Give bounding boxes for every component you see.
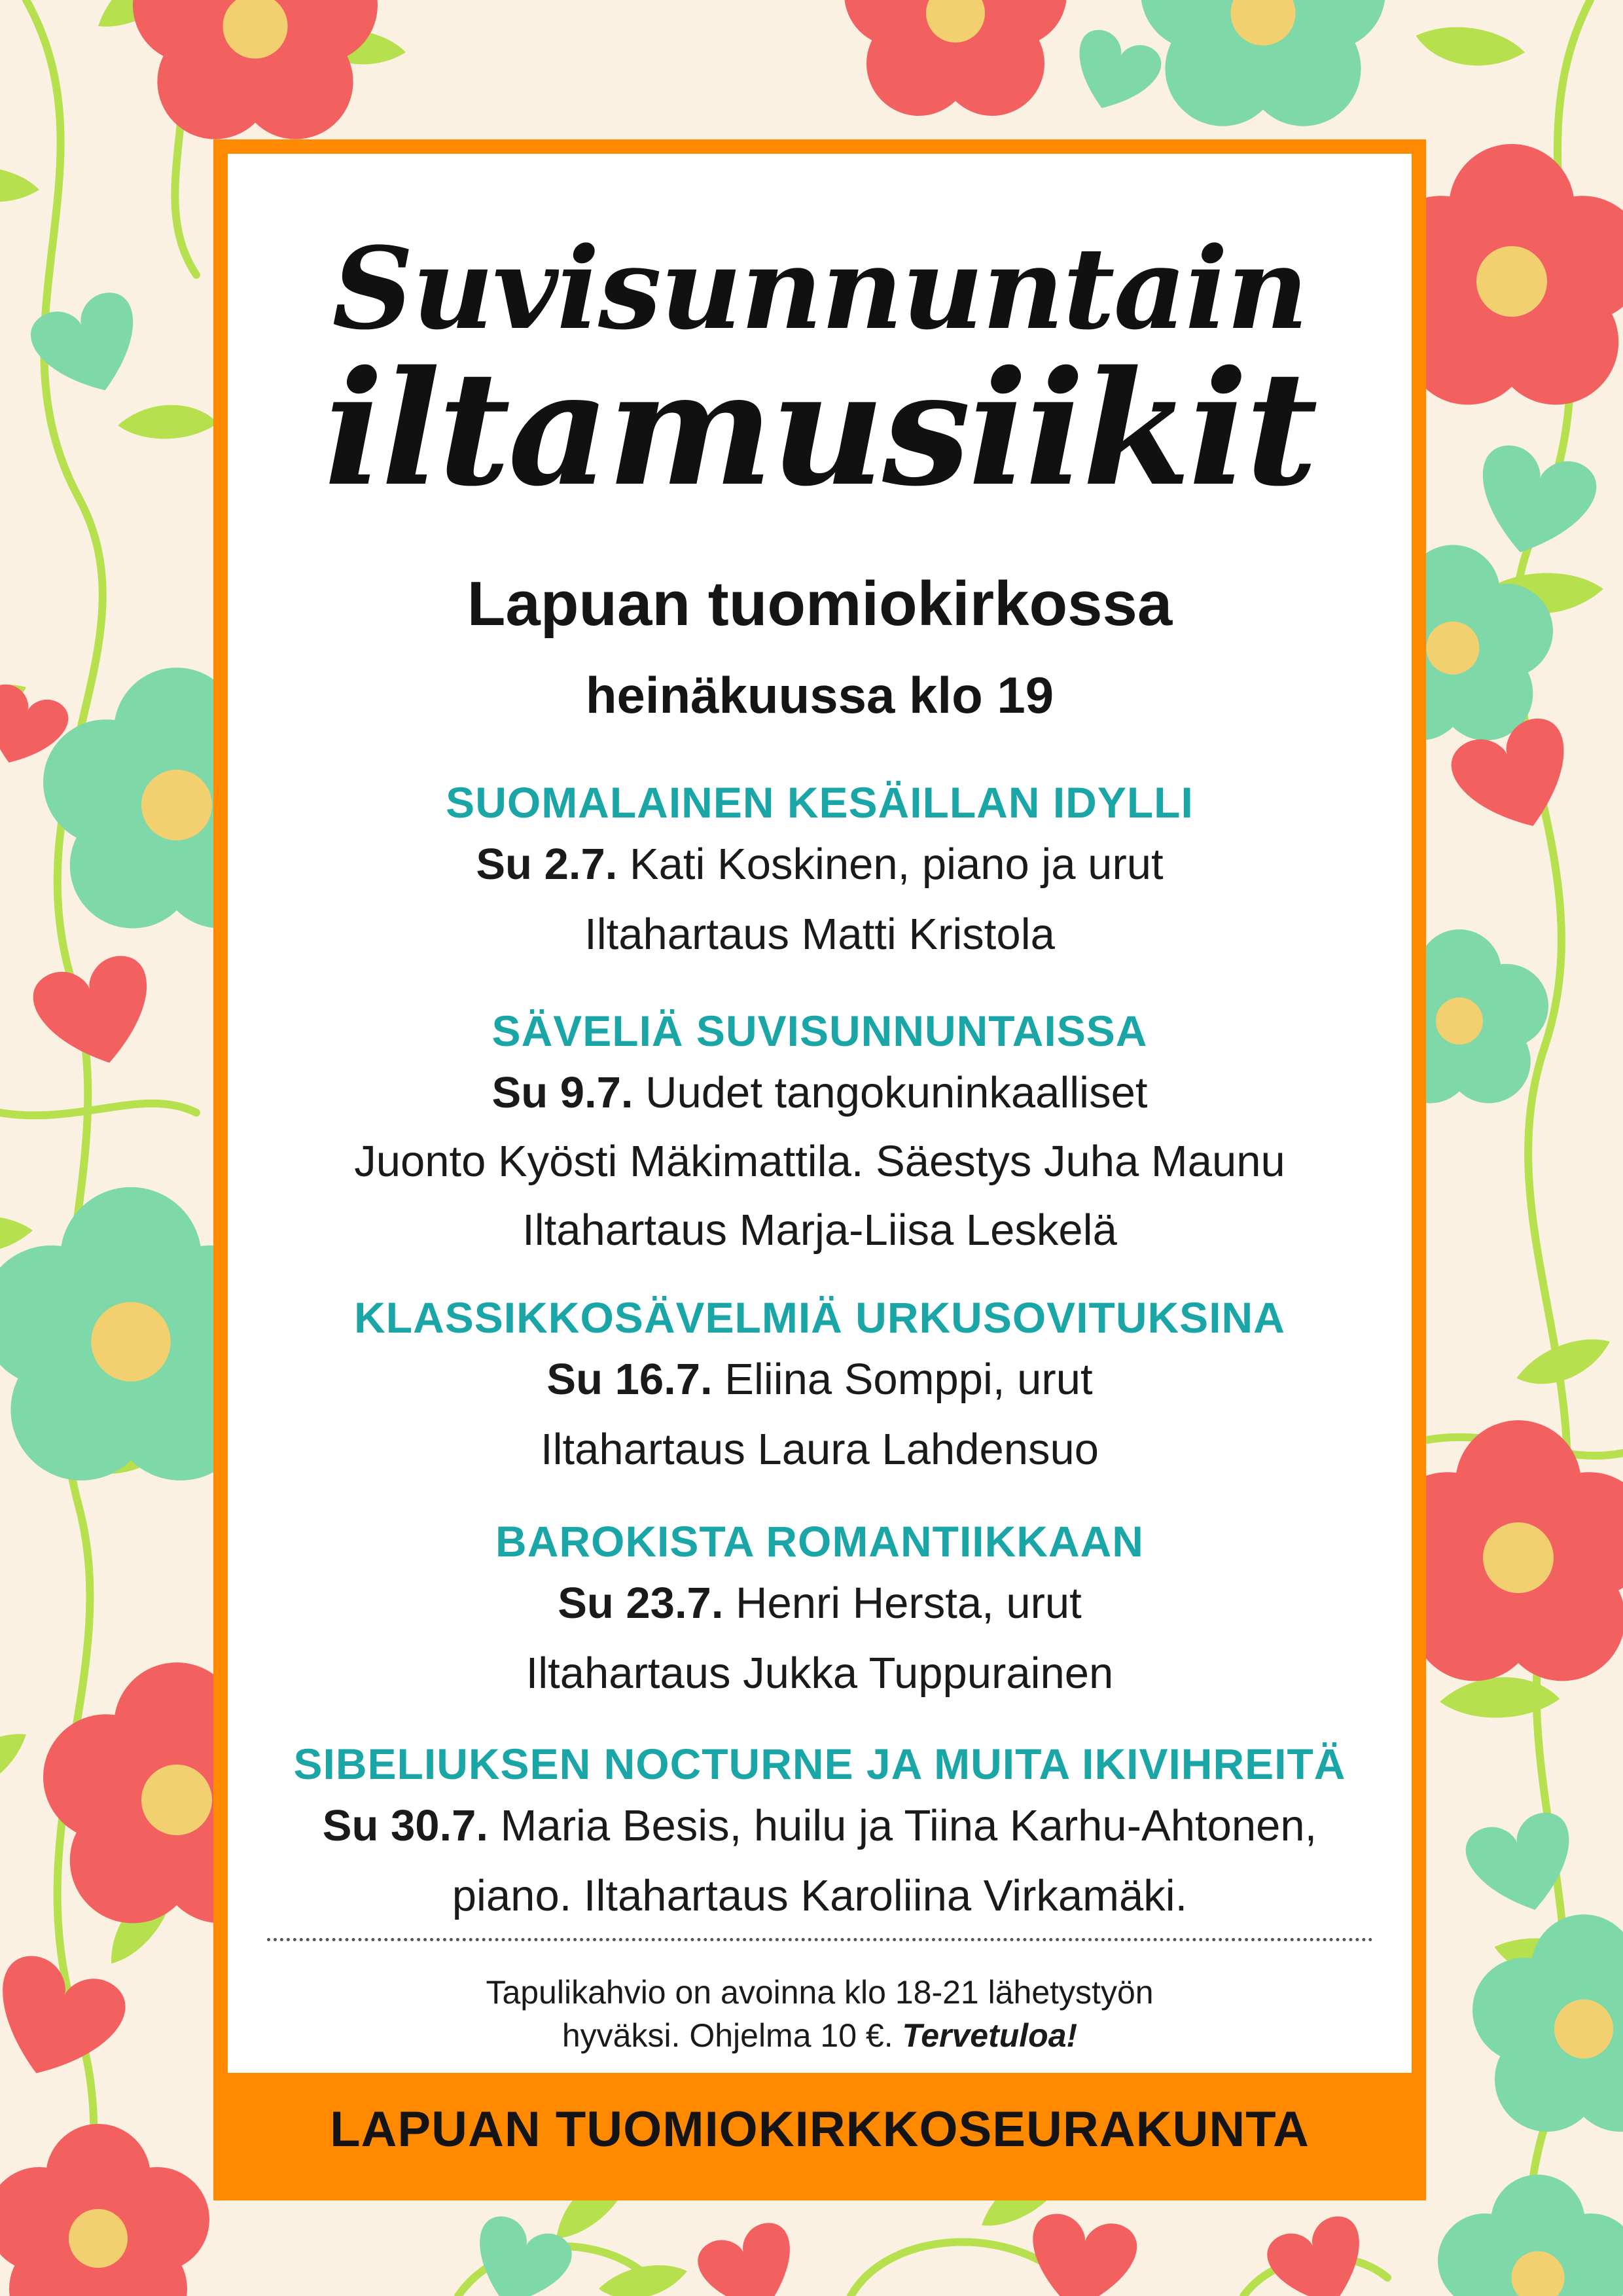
event-date: Su 30.7. [322, 1801, 488, 1850]
event-performer: Uudet tangokuninkaalliset [633, 1068, 1148, 1117]
event-detail-line: Iltahartaus Jukka Tuppurainen [526, 1649, 1114, 1698]
event-date: Su 16.7. [546, 1355, 713, 1404]
organizer-footer [213, 2073, 1426, 2186]
event-performer: Eliina Somppi, urut [712, 1355, 1093, 1404]
event-date: Su 9.7. [491, 1068, 633, 1117]
poster-content [228, 154, 1412, 2073]
organizer-name: LAPUAN TUOMIOKIRKKOSEURAKUNTA [330, 2102, 1310, 2157]
event-date: Su 23.7. [558, 1579, 724, 1628]
event-performer-line [228, 1801, 1412, 1850]
cafe-info-line1: Tapulikahvio on avoinna klo 18-21 lähetystyön [486, 1974, 1154, 2011]
event-performer-line [228, 1068, 1412, 1117]
cafe-info-line2 [228, 2014, 1412, 2057]
event-block [228, 1517, 1412, 1698]
event-heading: KLASSIKKOSÄVELMIÄ URKUSOVITUKSINA [354, 1293, 1285, 1342]
event-detail-line: Iltahartaus Marja-Liisa Leskelä [522, 1206, 1117, 1255]
time-subtitle: heinäkuussa klo 19 [585, 666, 1054, 724]
event-block [228, 1007, 1412, 1255]
event-performer-line [228, 1579, 1412, 1628]
dotted-divider [267, 1938, 1373, 1941]
poster-title-line1: Suvisunnuntain [332, 222, 1308, 355]
event-performer-line [228, 1355, 1412, 1404]
venue-subtitle: Lapuan tuomiokirkossa [467, 569, 1173, 639]
event-heading: BAROKISTA ROMANTIIKKAAN [495, 1517, 1144, 1566]
poster-frame [213, 139, 1426, 2200]
event-heading: SIBELIUKSEN NOCTURNE JA MUITA IKIVIHREITÄ [293, 1740, 1346, 1788]
event-performer-line [228, 840, 1412, 889]
poster-title-line2: iltamusiikit [324, 336, 1315, 521]
event-heading: SÄVELIÄ SUVISUNNUNTAISSA [491, 1007, 1148, 1055]
event-block [228, 1742, 1412, 1918]
event-detail-line: Iltahartaus Matti Kristola [584, 910, 1055, 959]
event-performer: Kati Koskinen, piano ja urut [617, 840, 1164, 889]
price-text: hyväksi. Ohjelma 10 €. [562, 2017, 902, 2054]
event-date: Su 2.7. [476, 840, 618, 889]
event-detail-line: piano. Iltahartaus Karoliina Virkamäki. [452, 1871, 1188, 1920]
welcome-text: Tervetuloa! [902, 2017, 1078, 2054]
event-block [228, 778, 1412, 959]
event-heading: SUOMALAINEN KESÄILLAN IDYLLI [446, 778, 1194, 827]
cafe-info [228, 1971, 1412, 2057]
event-detail-line: Iltahartaus Laura Lahdensuo [540, 1425, 1099, 1474]
event-block [228, 1293, 1412, 1474]
event-performer: Maria Besis, huilu ja Tiina Karhu-Ahtonen, [488, 1801, 1317, 1850]
event-performer: Henri Hersta, urut [723, 1579, 1082, 1628]
event-detail-line: Juonto Kyösti Mäkimattila. Säestys Juha Maunu [354, 1137, 1285, 1186]
